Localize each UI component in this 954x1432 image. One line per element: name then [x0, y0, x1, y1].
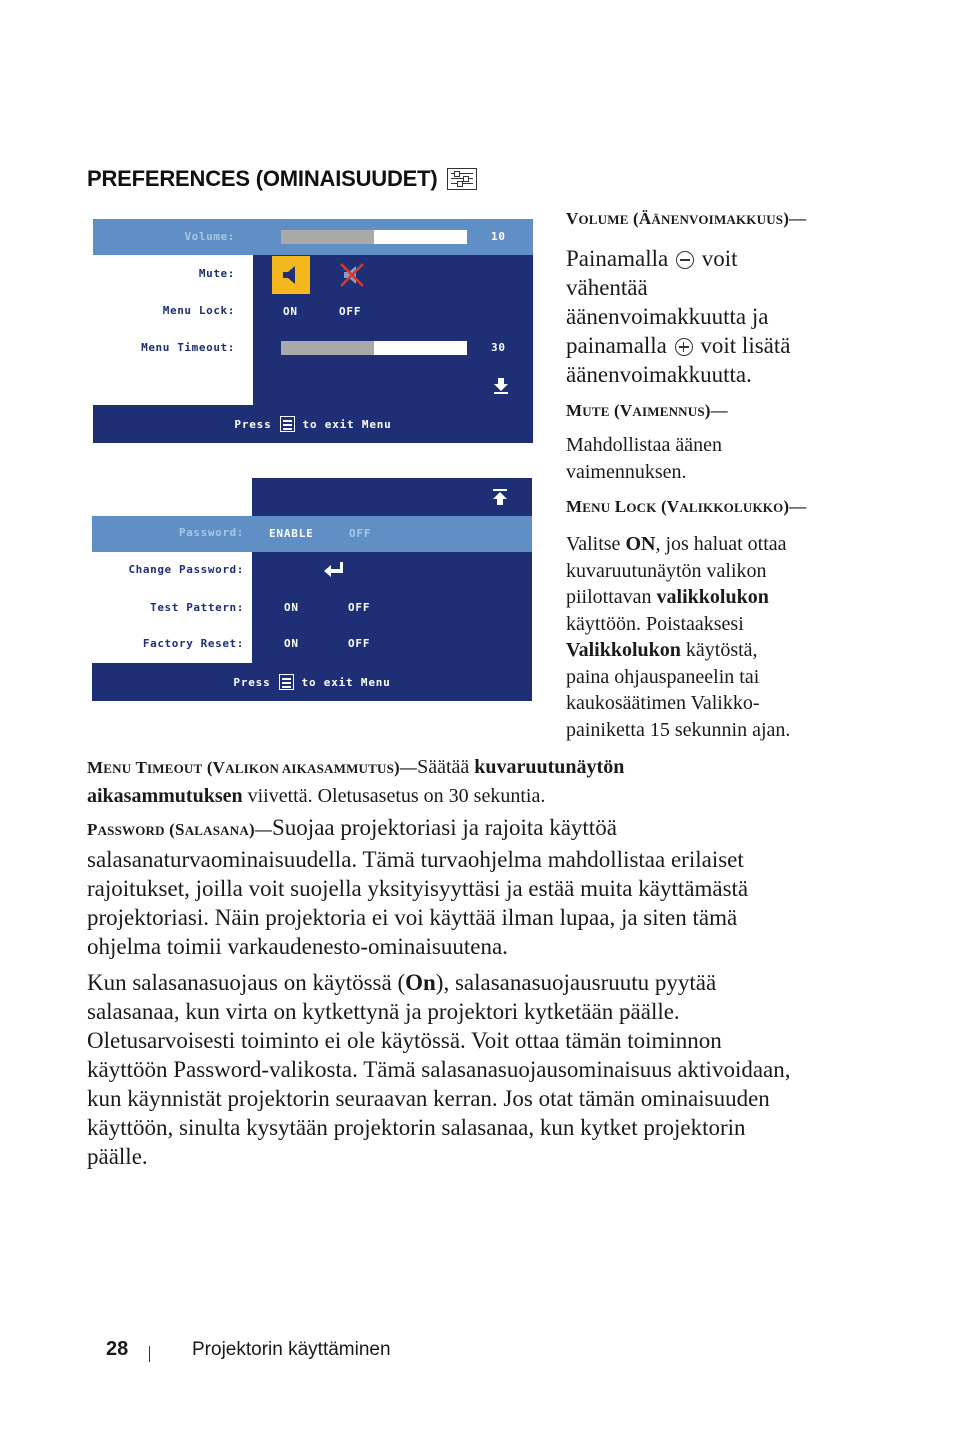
- page-number: 28: [106, 1338, 129, 1360]
- test-pattern-off[interactable]: OFF: [348, 601, 371, 614]
- osd-menu-page-1: [93, 219, 533, 443]
- password-section: PASSWORD (SALASANA)—Suojaa projektoriasi ja rajoita käyttöä salasanaturvaominaisuudella. Tämä turvaohjelma mahdollistaa erilaiset rajoitukset, joilla voit suojella yksityisyyttäsi ja estää muita käyttämästä projektoriasi. Näin projektoria ei voi käyttää ilman lupaa, ja siten tämä ohjelma toimii varkaudenesto-ominaisuutena.: [87, 815, 749, 959]
- volume-label: Volume:: [184, 230, 235, 243]
- plus-button-icon: [675, 338, 693, 356]
- volume-heading: VOLUME (ÄÄNENVOIMAKKUUS)—: [566, 209, 807, 228]
- minus-button-icon: [676, 251, 694, 269]
- enter-icon[interactable]: [322, 560, 344, 578]
- menu-timeout-label: Menu Timeout:: [141, 341, 235, 354]
- factory-reset-label: Factory Reset:: [142, 637, 244, 650]
- mute-off-speaker-icon[interactable]: [272, 256, 310, 294]
- volume-slider-fill: [281, 230, 374, 244]
- menu-button-icon: [280, 416, 295, 432]
- menu-timeout-slider[interactable]: [281, 341, 467, 355]
- password-label: Password:: [178, 526, 244, 539]
- change-password-label: Change Password:: [128, 563, 244, 576]
- menu-lock-description: Valitse ON, jos haluat ottaa kuvaruutunäytön valikon piilottavan valikkolukon käyttöön. Poistaaksesi Valikkolukon käytöstä, paina ohjauspaneelin tai kaukosäätimen Valikko- painiketta 15 sekunnin ajan.: [566, 533, 791, 741]
- mute-heading: MUTE (VAIMENNUS)—: [566, 401, 728, 420]
- mute-on-speaker-icon[interactable]: [333, 256, 371, 294]
- osd-footer-2: [92, 663, 532, 701]
- section-title: PREFERENCES (OMINAISUUDET): [87, 166, 438, 191]
- test-pattern-on[interactable]: ON: [284, 601, 299, 614]
- factory-reset-off[interactable]: OFF: [348, 637, 371, 650]
- osd-footer-1: [93, 405, 533, 443]
- osd-row-volume[interactable]: [93, 219, 533, 255]
- menu-lock-heading: MENU LOCK (VALIKKOLUKKO)—: [566, 497, 807, 516]
- preferences-icon: [447, 168, 477, 190]
- menu-timeout-section: MENU TIMEOUT (VALIKON AIKASAMMUTUS)—Säätää kuvaruutunäytön aikasammutuksen viivettä. Oletusasetus on 30 sekuntia.: [87, 756, 625, 807]
- footer-section-title: Projektorin käyttäminen: [192, 1339, 391, 1360]
- osd-row-password[interactable]: [92, 516, 532, 552]
- volume-description: Painamalla voit vähentää äänenvoimakkuutta ja painamalla voit lisätä äänenvoimakkuutta.: [566, 246, 791, 387]
- scroll-down-icon[interactable]: [493, 377, 509, 395]
- section-heading: [87, 166, 477, 192]
- menu-timeout-value: 30: [491, 341, 506, 354]
- volume-value: 10: [491, 230, 506, 243]
- password-enable[interactable]: ENABLE: [269, 527, 314, 540]
- mute-description: Mahdollistaa äänen vaimennuksen.: [566, 434, 723, 483]
- test-pattern-label: Test Pattern:: [150, 601, 244, 614]
- password-details-paragraph: Kun salasanasuojaus on käytössä (On), salasanasuojausruutu pyytää salasanaa, kun virta on kytkettynä ja projektori kytketään päälle. Oletusarvoisesti toiminto ei ole käytössä. Voit ottaa tämän toiminnon käyttöön Password-valikosta. Tämä salasanasuojausominaisuus aktivoidaan, kun käynnistät projektorin seuraavan kerran. Jos otat tämän ominaisuuden käyttöön, sinulta kysytään projektorin salasanaa, kun kytket projektorin päälle.: [87, 970, 791, 1169]
- menu-button-icon: [279, 674, 294, 690]
- footer-press-text: Press: [233, 675, 271, 689]
- factory-reset-on[interactable]: ON: [284, 637, 299, 650]
- footer-divider: [149, 1346, 150, 1362]
- menu-timeout-slider-fill: [281, 341, 374, 355]
- mute-label: Mute:: [198, 267, 235, 280]
- footer-exit-text: to exit Menu: [301, 675, 391, 689]
- menu-lock-off[interactable]: OFF: [339, 305, 362, 318]
- password-off[interactable]: OFF: [349, 527, 372, 540]
- menu-lock-label: Menu Lock:: [162, 304, 235, 317]
- menu-lock-on[interactable]: ON: [283, 305, 298, 318]
- volume-slider[interactable]: [281, 230, 467, 244]
- osd-menu-page-2: [92, 478, 532, 701]
- footer-press-text: Press: [234, 417, 272, 431]
- scroll-up-icon[interactable]: [492, 488, 508, 506]
- footer-exit-text: to exit Menu: [302, 417, 392, 431]
